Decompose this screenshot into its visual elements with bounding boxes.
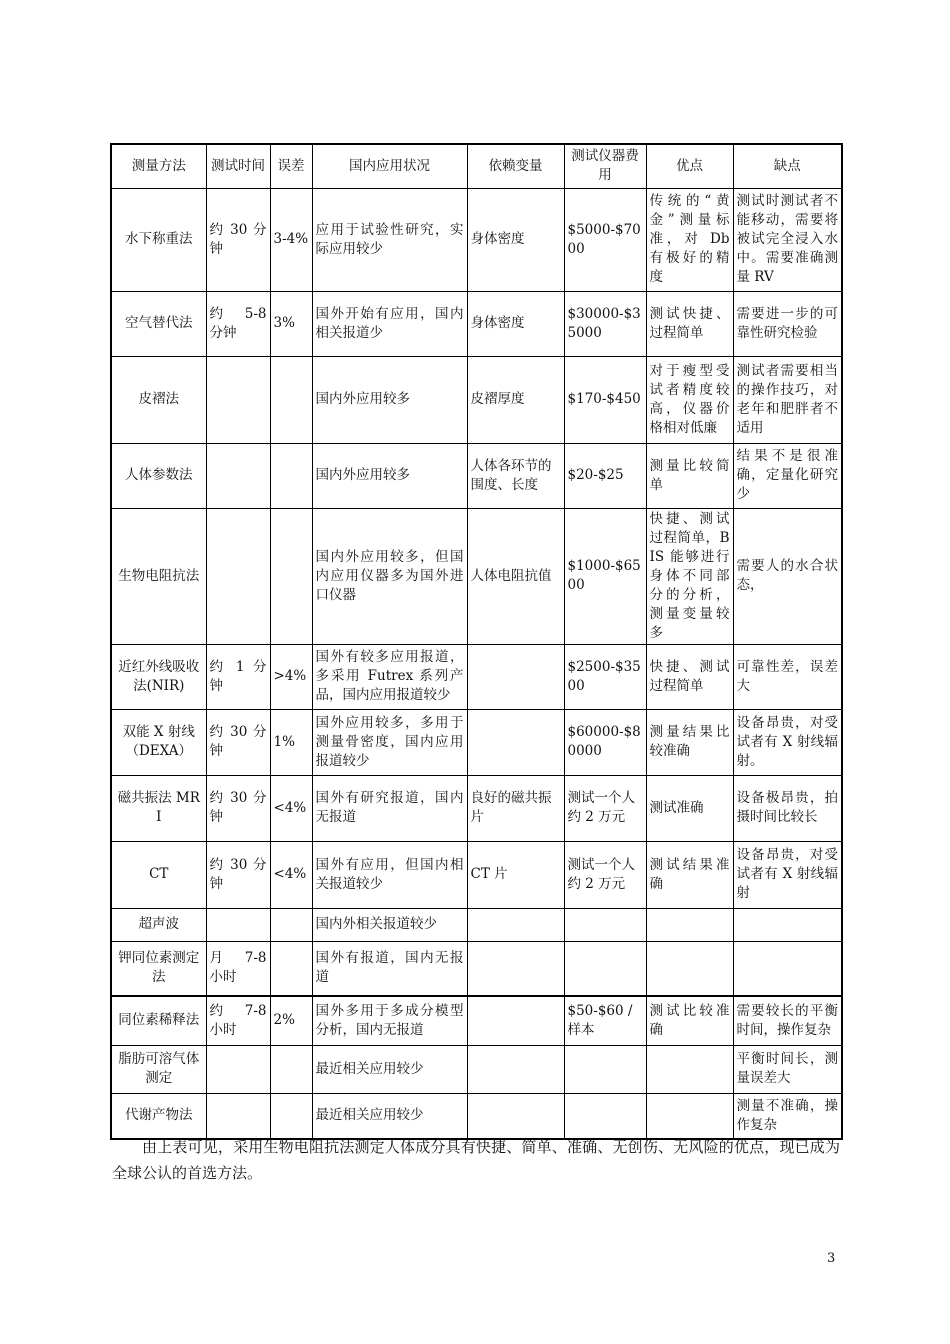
variable-cell: 皮褶厚度 [467, 356, 564, 443]
cost-cell: $50-$60 /样本 [564, 996, 646, 1045]
error-cell: <4% [270, 841, 312, 908]
table-row [111, 644, 842, 709]
pros-cell: 测试结果准确 [646, 841, 733, 908]
table-row [111, 356, 842, 443]
status-cell: 国外开始有应用，国内相关报道少 [312, 291, 467, 356]
table-row [111, 908, 842, 941]
time-cell: 约 7-8 小时 [206, 996, 270, 1045]
error-cell [270, 908, 312, 941]
cons-cell: 需要人的水合状态， [733, 508, 842, 644]
variable-cell: 人体电阻抗值 [467, 508, 564, 644]
cost-cell [564, 908, 646, 941]
table-row [111, 709, 842, 775]
time-cell [206, 908, 270, 941]
variable-cell [467, 941, 564, 996]
cons-cell [733, 941, 842, 996]
method-cell: 代谢产物法 [111, 1093, 206, 1139]
variable-cell [467, 908, 564, 941]
pros-cell: 测试准确 [646, 775, 733, 841]
status-cell: 国外有研究报道，国内无报道 [312, 775, 467, 841]
error-cell [270, 443, 312, 508]
cost-cell [564, 941, 646, 996]
header-cell: 国内应用状况 [312, 144, 467, 188]
method-cell: 人体参数法 [111, 443, 206, 508]
header-cell: 依赖变量 [467, 144, 564, 188]
status-cell: 最近相关应用较少 [312, 1093, 467, 1139]
table-row [111, 996, 842, 1045]
error-cell [270, 1045, 312, 1093]
variable-cell: 良好的磁共振片 [467, 775, 564, 841]
table-row [111, 443, 842, 508]
pros-cell: 测试快捷、过程简单 [646, 291, 733, 356]
status-cell: 国外有报道，国内无报道 [312, 941, 467, 996]
error-cell: <4% [270, 775, 312, 841]
status-cell: 国内外相关报道较少 [312, 908, 467, 941]
cost-cell: $1000-$6500 [564, 508, 646, 644]
body-composition-methods-table [110, 143, 843, 1140]
pros-cell: 传统的“黄金”测量标准，对 Db 有极好的精度 [646, 188, 733, 291]
pros-cell: 对于瘦型受试者精度较高，仪器价格相对低廉 [646, 356, 733, 443]
variable-cell [467, 1045, 564, 1093]
table-row [111, 188, 842, 291]
error-cell: 2% [270, 996, 312, 1045]
error-cell [270, 508, 312, 644]
table-row [111, 841, 842, 908]
pros-cell [646, 908, 733, 941]
status-cell: 应用于试验性研究，实际应用较少 [312, 188, 467, 291]
time-cell: 约 30 分钟 [206, 709, 270, 775]
status-cell: 国外有较多应用报道，多采用 Futrex 系列产品，国内应用报道较少 [312, 644, 467, 709]
cons-cell: 设备昂贵，对受试者有 X 射线辐射。 [733, 709, 842, 775]
method-cell: 生物电阻抗法 [111, 508, 206, 644]
cost-cell [564, 1093, 646, 1139]
status-cell: 国外应用较多，多用于测量骨密度，国内应用报道较少 [312, 709, 467, 775]
method-cell: 空气替代法 [111, 291, 206, 356]
header-cell: 优点 [646, 144, 733, 188]
header-cell: 误差 [270, 144, 312, 188]
status-cell: 国外有应用，但国内相关报道较少 [312, 841, 467, 908]
time-cell: 约 5-8 分钟 [206, 291, 270, 356]
table-row [111, 1045, 842, 1093]
status-cell: 国外多用于多成分模型分析，国内无报道 [312, 996, 467, 1045]
page-number: 3 [827, 1251, 836, 1266]
comparison-table-container [110, 143, 841, 1140]
status-cell: 最近相关应用较少 [312, 1045, 467, 1093]
cost-cell: $60000-$80000 [564, 709, 646, 775]
variable-cell [467, 709, 564, 775]
cost-cell: $30000-$35000 [564, 291, 646, 356]
summary-paragraph: 由上表可见，采用生物电阻抗法测定人体成分具有快捷、简单、准确、无创伤、无风险的优点，现已成为全球公认的首选方法。 [112, 1138, 840, 1182]
method-cell: 水下称重法 [111, 188, 206, 291]
variable-cell [467, 1093, 564, 1139]
cost-cell: $20-$25 [564, 443, 646, 508]
cons-cell: 结果不是很准确，定量化研究少 [733, 443, 842, 508]
variable-cell [467, 644, 564, 709]
table-row [111, 775, 842, 841]
cost-cell: $2500-$3500 [564, 644, 646, 709]
header-cell: 测试时间 [206, 144, 270, 188]
cost-cell: $170-$450 [564, 356, 646, 443]
time-cell [206, 508, 270, 644]
error-cell: 3-4% [270, 188, 312, 291]
time-cell: 约 30 分钟 [206, 841, 270, 908]
cons-cell [733, 908, 842, 941]
status-cell: 国内外应用较多，但国内应用仪器多为国外进口仪器 [312, 508, 467, 644]
status-cell: 国内外应用较多 [312, 443, 467, 508]
error-cell [270, 941, 312, 996]
cons-cell: 可靠性差，误差大 [733, 644, 842, 709]
time-cell: 月 7-8 小时 [206, 941, 270, 996]
cons-cell: 设备昂贵，对受试者有 X 射线辐射 [733, 841, 842, 908]
cost-cell [564, 1045, 646, 1093]
variable-cell: 人体各环节的围度、长度 [467, 443, 564, 508]
table-row [111, 508, 842, 644]
cons-cell: 测试时测试者不能移动，需要将被试完全浸入水中。需要准确测量 RV [733, 188, 842, 291]
header-cell: 测量方法 [111, 144, 206, 188]
pros-cell: 测量结果比较准确 [646, 709, 733, 775]
pros-cell [646, 1045, 733, 1093]
pros-cell: 快捷、测试过程简单 [646, 644, 733, 709]
variable-cell [467, 996, 564, 1045]
cons-cell: 设备极昂贵，拍摄时间比较长 [733, 775, 842, 841]
time-cell: 约 1 分钟 [206, 644, 270, 709]
cons-cell: 测量不准确，操作复杂 [733, 1093, 842, 1139]
method-cell: CT [111, 841, 206, 908]
table-row [111, 291, 842, 356]
method-cell: 超声波 [111, 908, 206, 941]
table-header-row [111, 144, 842, 188]
time-cell [206, 356, 270, 443]
error-cell: 1% [270, 709, 312, 775]
time-cell [206, 443, 270, 508]
cons-cell: 平衡时间长，测量误差大 [733, 1045, 842, 1093]
pros-cell [646, 1093, 733, 1139]
pros-cell: 测试比较准确 [646, 996, 733, 1045]
time-cell [206, 1045, 270, 1093]
time-cell: 约 30 分钟 [206, 775, 270, 841]
cost-cell: $5000-$7000 [564, 188, 646, 291]
status-cell: 国内外应用较多 [312, 356, 467, 443]
cons-cell: 测试者需要相当的操作技巧，对老年和肥胖者不适用 [733, 356, 842, 443]
method-cell: 皮褶法 [111, 356, 206, 443]
pros-cell: 快捷、测试过程简单，BIS 能够进行身体不同部分的分析，测量变量较多 [646, 508, 733, 644]
method-cell: 双能 X 射线（DEXA） [111, 709, 206, 775]
error-cell [270, 356, 312, 443]
pros-cell [646, 941, 733, 996]
error-cell [270, 1093, 312, 1139]
variable-cell: 身体密度 [467, 291, 564, 356]
pros-cell: 测量比较简单 [646, 443, 733, 508]
variable-cell: CT 片 [467, 841, 564, 908]
cons-cell: 需要较长的平衡时间，操作复杂 [733, 996, 842, 1045]
method-cell: 磁共振法 MRI [111, 775, 206, 841]
method-cell: 脂肪可溶气体测定 [111, 1045, 206, 1093]
header-cell: 缺点 [733, 144, 842, 188]
cost-cell: 测试一个人约 2 万元 [564, 775, 646, 841]
table-row [111, 941, 842, 996]
time-cell [206, 1093, 270, 1139]
method-cell: 同位素稀释法 [111, 996, 206, 1045]
error-cell: >4% [270, 644, 312, 709]
cost-cell: 测试一个人约 2 万元 [564, 841, 646, 908]
method-cell: 近红外线吸收法(NIR) [111, 644, 206, 709]
cons-cell: 需要进一步的可靠性研究检验 [733, 291, 842, 356]
error-cell: 3% [270, 291, 312, 356]
variable-cell: 身体密度 [467, 188, 564, 291]
method-cell: 钾同位素测定法 [111, 941, 206, 996]
time-cell: 约 30 分钟 [206, 188, 270, 291]
header-cell: 测试仪器费用 [564, 144, 646, 188]
table-row [111, 1093, 842, 1139]
